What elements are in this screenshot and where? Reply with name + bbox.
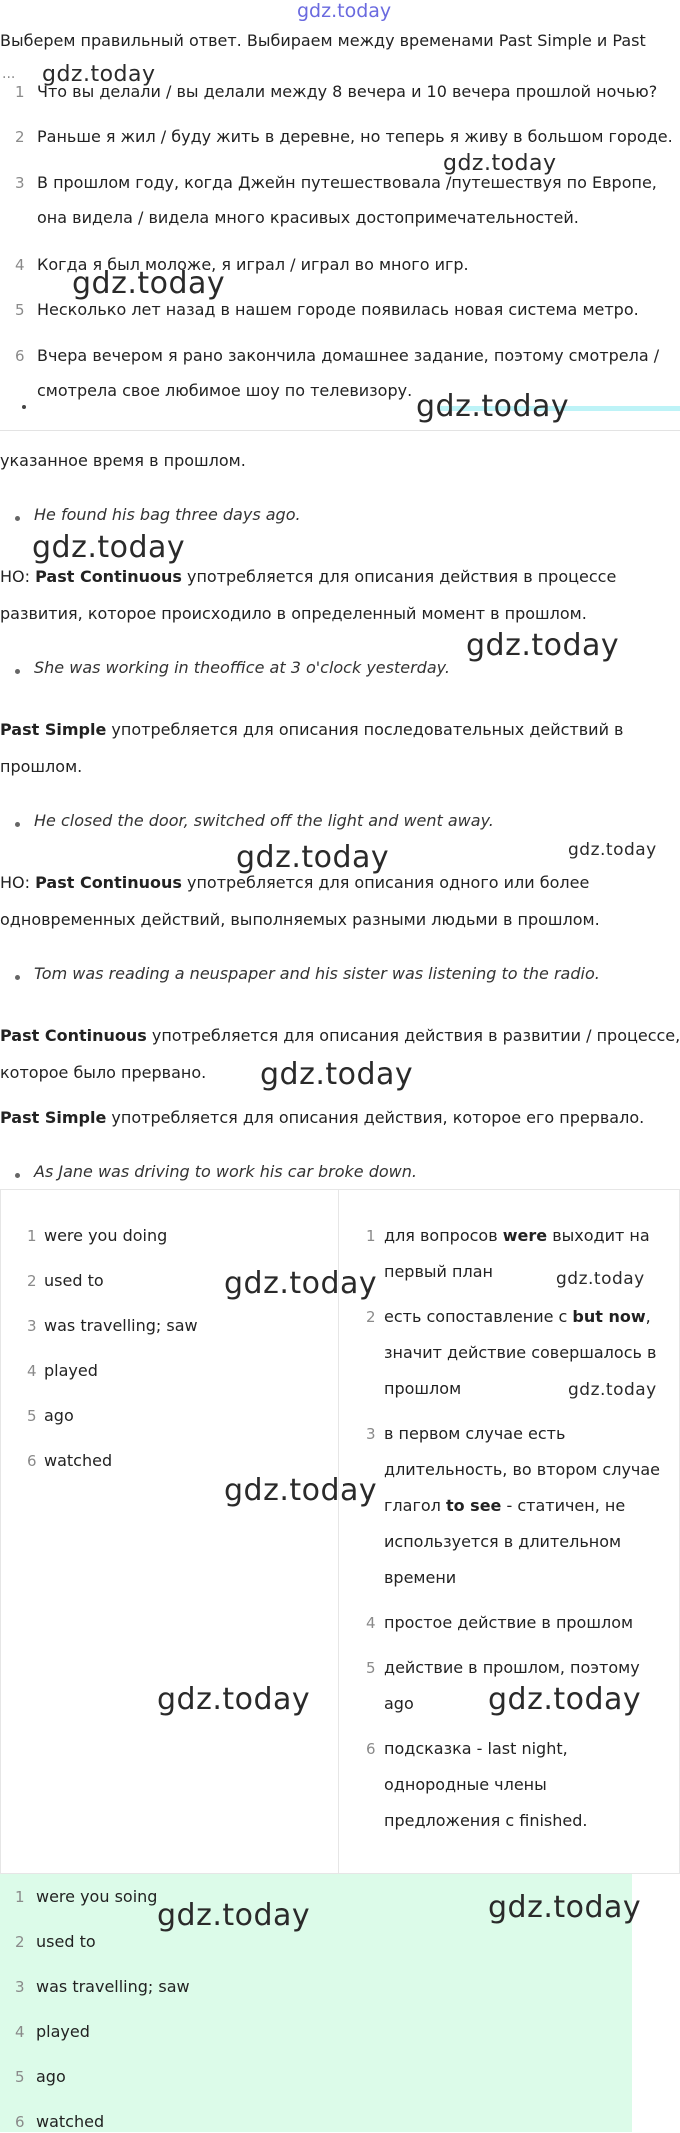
bullet	[15, 516, 20, 521]
answer-number: 5	[15, 2068, 25, 2086]
list-number: 1	[15, 83, 25, 101]
watermark: gdz.today	[568, 1380, 657, 1400]
explanation-number: 3	[366, 1425, 376, 1443]
watermark: gdz.today	[72, 266, 226, 301]
table-border	[0, 1190, 1, 1873]
explanation-item-cont: прошлом	[384, 1379, 462, 1398]
list-item-cont: смотрела свое любимое шоу по телевизору.	[37, 381, 413, 400]
answer-number: 5	[27, 1407, 37, 1425]
list-number: 2	[15, 128, 25, 146]
list-number: 4	[15, 256, 25, 274]
answer-item: was travelling; saw	[36, 1977, 190, 1996]
answer-number: 1	[27, 1227, 37, 1245]
answer-item: watched	[36, 2112, 105, 2131]
list-item: В прошлом году, когда Джейн путешествовала /путешествуя по Европе,	[37, 173, 657, 192]
answer-number: 6	[27, 1452, 37, 1470]
answer-item: ago	[44, 1406, 74, 1425]
rule-text: НО: Past Continuous употребляется для описания действия в процессе	[0, 567, 617, 586]
explanation-item: в первом случае есть	[384, 1424, 566, 1443]
answer-number: 3	[15, 1978, 25, 1996]
watermark: gdz.today	[157, 1682, 311, 1717]
answer-item: ago	[36, 2067, 66, 2086]
bullet	[15, 669, 20, 674]
answer-item: were you doing	[44, 1226, 168, 1245]
bullet	[15, 975, 20, 980]
explanation-number: 1	[366, 1227, 376, 1245]
explanation-item: есть сопоставление с but now,	[384, 1307, 651, 1326]
rule-text-cont: прошлом.	[0, 757, 83, 776]
example-sentence: He found his bag three days ago.	[34, 505, 301, 524]
rule-text-cont: развития, которое происходило в определенный момент в прошлом.	[0, 604, 587, 623]
watermark: gdz.today	[32, 530, 186, 565]
answer-number: 4	[15, 2023, 25, 2041]
bullet	[15, 822, 20, 827]
rule-text-cont: которое было прервано.	[0, 1063, 207, 1082]
watermark: gdz.today	[42, 62, 156, 87]
list-item: Что вы делали / вы делали между 8 вечера и 10 вечера прошлой ночью?	[37, 82, 658, 101]
answer-number: 2	[27, 1272, 37, 1290]
answer-item: watched	[44, 1451, 113, 1470]
watermark: gdz.today	[466, 628, 620, 663]
answer-item: used to	[36, 1932, 96, 1951]
rule-text: Past Simple употребляется для описания действия, которое его прервало.	[0, 1108, 645, 1127]
answer-item: were you soing	[36, 1887, 158, 1906]
watermark: gdz.today	[224, 1266, 378, 1301]
answer-number: 6	[15, 2113, 25, 2131]
explanation-item: подсказка - last night,	[384, 1739, 568, 1758]
bullet	[15, 1173, 20, 1178]
explanation-item-cont: первый план	[384, 1262, 493, 1281]
example-sentence: Tom was reading a neuspaper and his sister was listening to the radio.	[34, 964, 600, 983]
answer-item: played	[36, 2022, 90, 2041]
explanation-item-cont: длительность, во втором случае	[384, 1460, 661, 1479]
list-number: 6	[15, 347, 25, 365]
answer-number: 4	[27, 1362, 37, 1380]
example-sentence: As Jane was driving to work his car broke down.	[34, 1162, 417, 1181]
dot	[22, 405, 26, 409]
rule-text: указанное время в прошлом.	[0, 451, 246, 470]
list-item: Вчера вечером я рано закончила домашнее задание, поэтому смотрела /	[37, 346, 660, 365]
explanation-number: 6	[366, 1740, 376, 1758]
watermark: gdz.today	[488, 1682, 642, 1717]
list-number: 3	[15, 174, 25, 192]
explanation-number: 4	[366, 1614, 376, 1632]
explanation-number: 5	[366, 1659, 376, 1677]
answer-item: was travelling; saw	[44, 1316, 198, 1335]
answer-number: 1	[15, 1888, 25, 1906]
explanation-item-cont: значит действие совершалось в	[384, 1343, 657, 1362]
explanation-item: простое действие в прошлом	[384, 1613, 634, 1632]
intro-text: Выберем правильный ответ. Выбираем между временами Past Simple и Past	[0, 31, 646, 50]
rule-text: НО: Past Continuous употребляется для описания одного или более	[0, 873, 590, 892]
example-sentence: He closed the door, switched off the light and went away.	[34, 811, 494, 830]
watermark: gdz.today	[157, 1898, 311, 1933]
watermark: gdz.today	[568, 840, 657, 860]
explanation-item-cont: ago	[384, 1694, 414, 1713]
list-item: Раньше я жил / буду жить в деревне, но теперь я живу в большом городе.	[37, 127, 673, 146]
answer-item: used to	[44, 1271, 104, 1290]
list-item: Несколько лет назад в нашем городе появилась новая система метро.	[37, 300, 639, 319]
rule-text: Past Simple употребляется для описания последовательных действий в	[0, 720, 624, 739]
answer-item: played	[44, 1361, 98, 1380]
list-number: 5	[15, 301, 25, 319]
explanation-item-cont: предложения с finished.	[384, 1811, 588, 1830]
site-logo[interactable]: gdz.today	[297, 0, 392, 22]
rule-text-cont: одновременных действий, выполняемых разными людьми в прошлом.	[0, 910, 600, 929]
watermark: gdz.today	[488, 1890, 642, 1925]
watermark: gdz.today	[236, 840, 390, 875]
watermark: gdz.today	[416, 389, 570, 424]
example-sentence: She was working in theoffice at 3 o'clock yesterday.	[34, 658, 450, 677]
list-item-cont: она видела / видела много красивых достопримечательностей.	[37, 208, 579, 227]
explanation-number: 2	[366, 1308, 376, 1326]
separator-line	[0, 430, 680, 431]
watermark: gdz.today	[556, 1269, 645, 1289]
explanation-item-cont: глагол to see - статичен, не	[384, 1496, 626, 1515]
explanation-item-cont: используется в длительном	[384, 1532, 622, 1551]
explanation-item: для вопросов were выходит на	[384, 1226, 650, 1245]
explanation-item-cont: времени	[384, 1568, 457, 1587]
rule-text: Past Continuous употребляется для описания действия в развитии / процессе,	[0, 1026, 680, 1045]
list-item: Когда я был моложе, я играл / играл во много игр.	[37, 255, 469, 274]
answer-number: 2	[15, 1933, 25, 1951]
explanation-item-cont: однородные члены	[384, 1775, 547, 1794]
watermark: gdz.today	[443, 151, 557, 176]
answer-number: 3	[27, 1317, 37, 1335]
watermark: gdz.today	[224, 1473, 378, 1508]
explanation-item: действие в прошлом, поэтому	[384, 1658, 640, 1677]
watermark: gdz.today	[260, 1057, 414, 1092]
intro-text-cont: ...	[2, 66, 16, 82]
